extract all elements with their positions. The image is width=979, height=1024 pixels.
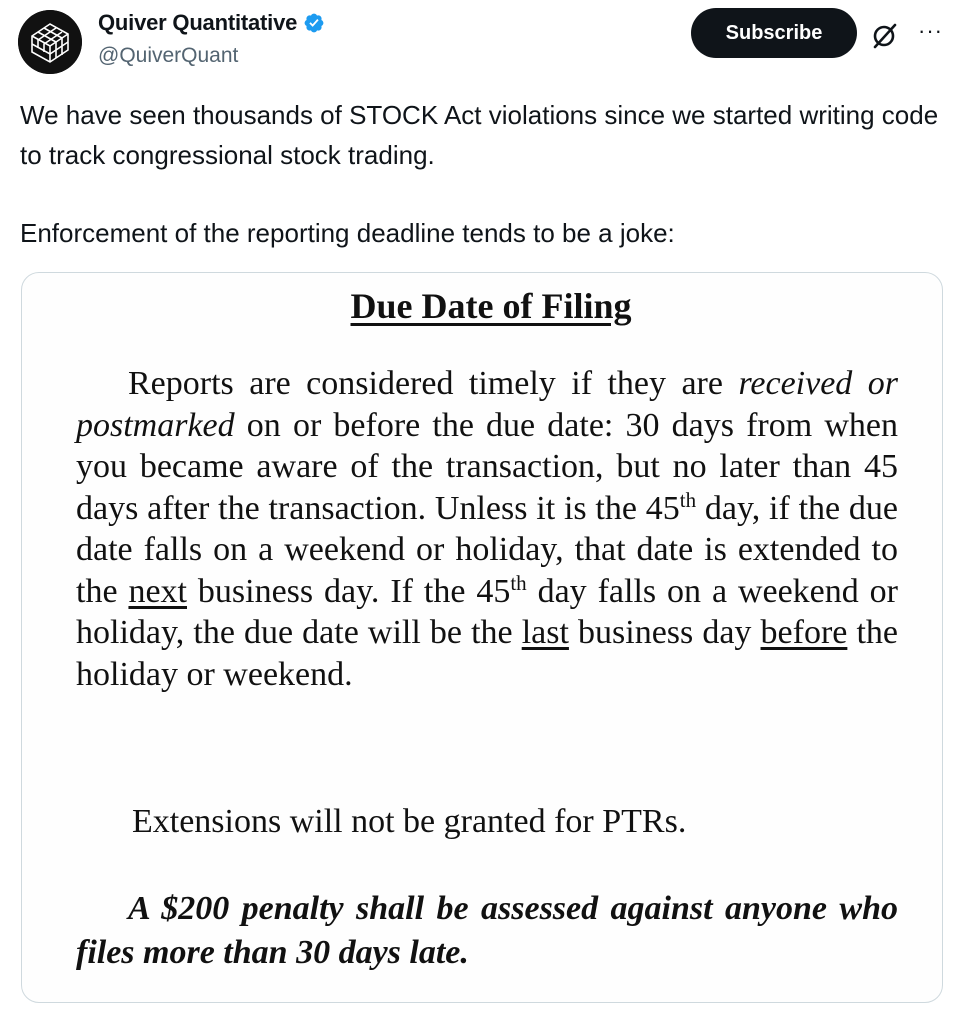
account-handle[interactable]: @QuiverQuant — [98, 44, 239, 67]
grok-icon[interactable] — [870, 20, 900, 50]
body-text: the holiday or weekend. — [76, 614, 898, 693]
body-text: Reports are considered timely if they are — [128, 365, 739, 402]
document-title: Due Date of Filing — [350, 286, 632, 326]
subscribe-button[interactable]: Subscribe — [691, 8, 857, 58]
verified-badge-icon — [303, 12, 325, 34]
document-body — [76, 363, 898, 695]
underlined-word: next — [128, 572, 187, 610]
body-text: on or before the due date: 30 days from when you became aware of the transaction, but no later than 45 days after the transaction. Unless it is the 45 — [76, 406, 898, 527]
superscript: th — [679, 487, 697, 512]
superscript: th — [510, 570, 527, 595]
more-options-icon[interactable]: ··· — [918, 18, 943, 43]
name-row — [98, 10, 325, 36]
avatar[interactable] — [18, 10, 82, 74]
display-name[interactable]: Quiver Quantitative — [98, 10, 298, 35]
body-italic: received or postmarked — [76, 365, 898, 444]
tweet-header — [0, 0, 979, 90]
extensions-notice: Extensions will not be granted for PTRs. — [132, 803, 687, 840]
underlined-word: before — [760, 614, 848, 651]
penalty-notice: A $200 penalty shall be assessed against anyone who files more than 30 days late. — [76, 890, 898, 971]
body-text: day, if the due date falls on a weekend or holiday, that date is extended to the — [76, 489, 898, 610]
body-text: day falls on a weekend or holiday, the due date will be the — [76, 572, 899, 651]
body-text: business day. If the 45 — [187, 572, 511, 610]
attached-image[interactable] — [21, 272, 943, 1003]
tweet-paragraph: We have seen thousands of STOCK Act violations since we started writing code to track congressional stock trading. — [20, 100, 939, 170]
wireframe-cube-logo-icon — [18, 10, 82, 74]
tweet-text — [20, 95, 950, 253]
underlined-word: last — [521, 614, 569, 651]
body-text: business day — [568, 614, 761, 651]
tweet-paragraph: Enforcement of the reporting deadline tends to be a joke: — [20, 218, 675, 248]
